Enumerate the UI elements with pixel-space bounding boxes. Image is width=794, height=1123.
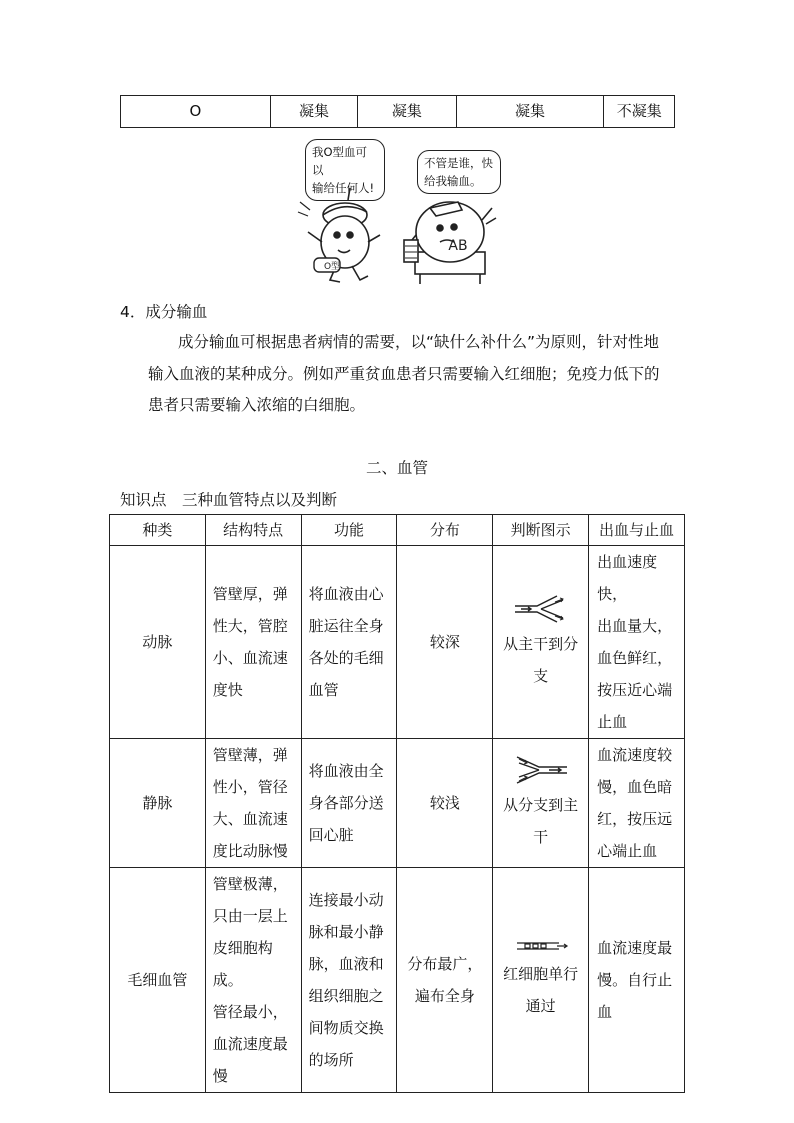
distribution-cell: 较浅 [397,739,493,868]
knowledge-point-title: 知识点 三种血管特点以及判断 [120,491,338,509]
distribution-cell: 分布最广， 遍布全身 [407,955,483,1005]
artery-branching-diagram [513,592,569,626]
column-header: 出血与止血 [589,515,685,546]
table-row [110,546,685,739]
column-header: 判断图示 [493,515,589,546]
capillary-single-file-diagram [513,938,569,954]
blood-cartoon-illustration [290,180,510,290]
bleeding-cell: 血流速度最 慢。自行止 血 [597,939,673,1021]
vein-merging-diagram [513,753,569,787]
table-row [110,868,685,1093]
judge-cell [493,739,589,868]
vessel-type: 动脉 [110,546,206,739]
table-cell: 凝集 [358,96,456,128]
bleeding-cell: 出血速度快， 出血量大， 血色鲜红， 按压近心端 止血 [597,553,673,731]
right-speech-bubble: 不管是谁，快 给我输血。 [417,150,501,194]
structure-cell: 管壁极薄， 只由一层上 皮细胞构成。 管径最小， 血流速度最 慢 [212,875,288,1085]
vessel-type: 毛细血管 [110,868,206,1093]
column-header: 功能 [301,515,397,546]
function-cell: 将血液由全 身各部分送 回心脏 [308,762,384,844]
table-cell: 凝集 [456,96,604,128]
vessel-type: 静脉 [110,739,206,868]
table-row [121,96,675,128]
table-cell: O [121,96,271,128]
judge-text: 红细胞单行 通过 [503,965,579,1015]
judge-cell [493,546,589,739]
vessel-table [109,514,685,1093]
bleeding-cell: 血流速度较 慢，血色暗 红，按压远 心端止血 [597,746,673,860]
table-header-row [110,515,685,546]
column-header: 结构特点 [205,515,301,546]
table-cell: 凝集 [270,96,357,128]
left-badge-label: O型 [323,262,341,272]
left-speech-bubble: 我O型血可以 输给任何人! [305,139,385,201]
structure-cell: 管壁厚，弹 性大，管腔 小、血流速 度快 [212,585,288,699]
function-cell: 连接最小动 脉和最小静 脉，血液和 组织细胞之 间物质交换 的场所 [308,891,384,1069]
section-4-title: 4．成分输血 [120,303,208,321]
judge-text: 从分支到主 干 [503,796,579,846]
paragraph-line-1: 成分输血可根据患者病情的需要，以“缺什么补什么”为原则，针对性地 [178,333,660,351]
section-title: 二、血管 [365,459,428,477]
table-row [110,739,685,868]
function-cell: 将血液由心 脏运往全身 各处的毛细 血管 [308,585,384,699]
paragraph-line-3: 患者只需要输入浓缩的白细胞。 [148,396,366,414]
table-cell: 不凝集 [604,96,675,128]
judge-text: 从主干到分 支 [503,635,579,685]
column-header: 分布 [397,515,493,546]
paragraph-line-2: 输入血液的某种成分。例如严重贫血患者只需要输入红细胞；免疫力低下的 [148,365,660,383]
blood-type-table-fragment [120,95,675,128]
ab-label: AB [448,238,468,254]
column-header: 种类 [110,515,206,546]
distribution-cell: 较深 [397,546,493,739]
judge-cell [493,868,589,1093]
structure-cell: 管壁薄，弹 性小，管径 大、血流速 度比动脉慢 [212,746,288,860]
